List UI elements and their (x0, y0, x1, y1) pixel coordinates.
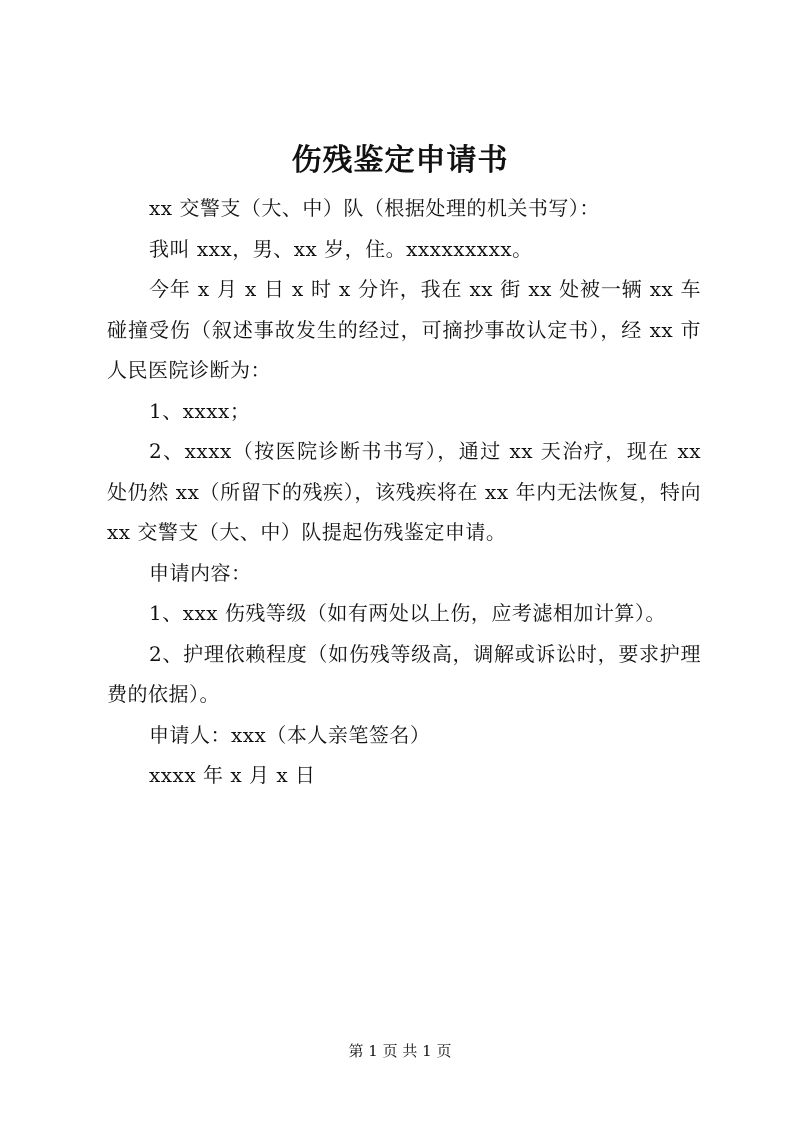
applicant-signature-line: 申请人：xxx（本人亲笔签名） (149, 722, 431, 747)
application-content-heading: 申请内容： (149, 560, 252, 585)
addressee-line: xx 交警支（大、中）队（根据处理的机关书写）： (149, 196, 600, 220)
application-item-1: 1、xxx 伤残等级（如有两处以上伤，应考滤相加计算）。 (149, 601, 666, 625)
diagnosis-item-1: 1、xxxx； (149, 398, 251, 423)
applicant-intro: 我叫 xxx，男、xx 岁，住。xxxxxxxxx。 (149, 236, 533, 261)
document-body (107, 188, 701, 796)
page-number-footer: 第 1 页 共 1 页 (348, 1042, 452, 1060)
accident-description: 今年 x 月 x 日 x 时 x 分许，我在 xx 街 xx 处被一辆 xx 车碰撞受伤（叙述事故发生的经过，可摘抄事故认定书），经 xx 市人民医院诊断为： (107, 277, 701, 382)
date-line: xxxx 年 x 月 x 日 (149, 763, 316, 787)
diagnosis-item-2: 2、xxxx（按医院诊断书书写），通过 xx 天治疗，现在 xx 处仍然 xx（所留下的残疾），该残疾将在 xx 年内无法恢复，特向 xx 交警支（大、中）队提起伤残鉴定申请。 (107, 439, 701, 544)
document-title: 伤残鉴定申请书 (291, 143, 509, 178)
application-item-2: 2、护理依赖程度（如伤残等级高，调解或诉讼时，要求护理费的依据）。 (107, 641, 701, 706)
